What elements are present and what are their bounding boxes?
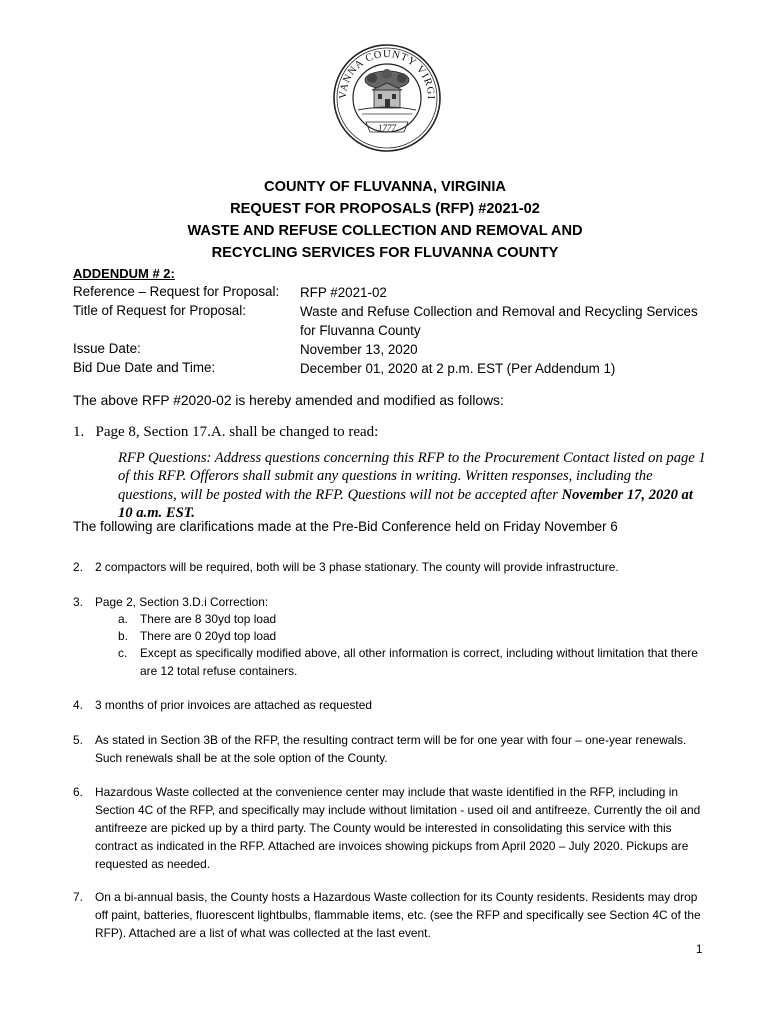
- county-seal: [332, 38, 442, 156]
- rfp-title-value: Waste and Refuse Collection and Removal and Recycling Services for Fluvanna County: [300, 304, 698, 338]
- rfp-questions-quote: [118, 449, 708, 522]
- sub-c-letter: c.: [118, 646, 128, 660]
- quote-deadline: November 17, 2020 at 10 a.m. EST.: [118, 486, 693, 521]
- item-7-number: 7.: [73, 890, 83, 904]
- item-6-number: 6.: [73, 785, 83, 799]
- reference-value: RFP #2021-02: [300, 285, 387, 300]
- quote-text: RFP Questions: Address questions concerning this RFP to the Procurement Contact listed on page 1 of this RFP. Offerors shall submit any questions in writing. Written responses, including the questions, will be posted with the RFP. Questions will not be accepted after: [118, 450, 706, 503]
- item-4-text: 3 months of prior invoices are attached as requested: [95, 698, 372, 712]
- sub-c-text: Except as specifically modified above, all other information is correct, including without limitation that there are 12 total refuse containers.: [140, 646, 698, 678]
- seal-year: 1777: [378, 123, 396, 133]
- sub-a-letter: a.: [118, 612, 128, 626]
- title-line-1: COUNTY OF FLUVANNA, VIRGINIA: [264, 179, 506, 195]
- item-1-number: 1.: [73, 424, 85, 440]
- page-number: 1: [696, 944, 703, 956]
- seal-text: VANNA COUNTY VIRGI: [337, 48, 437, 101]
- title-line-3: WASTE AND REFUSE COLLECTION AND REMOVAL AND: [187, 223, 583, 239]
- title-line-2: REQUEST FOR PROPOSALS (RFP) #2021-02: [230, 201, 540, 217]
- clarifications-intro: The following are clarifications made at the Pre-Bid Conference held on Friday November 6: [73, 519, 618, 534]
- due-date-label: Bid Due Date and Time:: [73, 360, 216, 375]
- item-2-number: 2.: [73, 560, 83, 574]
- issue-date-label: Issue Date:: [73, 341, 141, 356]
- reference-label: Reference – Request for Proposal:: [73, 284, 280, 299]
- item-5-text: As stated in Section 3B of the RFP, the resulting contract term will be for one year with four – one-year renewals. Such renewals shall be at the sole option of the County.: [95, 733, 687, 765]
- issue-date-value: November 13, 2020: [300, 342, 418, 357]
- item-1-text: Page 8, Section 17.A. shall be changed to read:: [95, 424, 379, 440]
- item-6-text: Hazardous Waste collected at the convenience center may include that waste identified in the RFP, including in Section 4C of the RFP, and specifically may include without limitation - used oil and antifreeze. Currently the oil and antifreeze are picked up by a third party. The County would be interested in consolidating this service with this contract as indicated in the RFP. Attached are invoices showing pickups from April 2020 – July 2020. Pickups are requested as needed.: [95, 785, 701, 871]
- item-5-number: 5.: [73, 733, 83, 747]
- item-3-text: Page 2, Section 3.D.i Correction:: [95, 595, 269, 609]
- item-3-number: 3.: [73, 595, 83, 609]
- title-line-4: RECYCLING SERVICES FOR FLUVANNA COUNTY: [211, 245, 559, 261]
- addendum-heading: ADDENDUM # 2:: [73, 266, 175, 281]
- item-7-text: On a bi-annual basis, the County hosts a Hazardous Waste collection for its County residents. Residents may drop off paint, batteries, fluorescent lightbulbs, flammable items, etc. (see the RFP and specifically see Section 4C of the RFP). Attached are a list of what was collected at the last event.: [95, 890, 701, 940]
- sub-b-text: There are 0 20yd top load: [140, 629, 277, 643]
- due-date-value: December 01, 2020 at 2 p.m. EST (Per Addendum 1): [300, 361, 616, 376]
- sub-b-letter: b.: [118, 629, 128, 643]
- item-1: [73, 424, 378, 441]
- item-4-number: 4.: [73, 698, 83, 712]
- amendment-intro: The above RFP #2020-02 is hereby amended and modified as follows:: [73, 393, 504, 408]
- sub-a-text: There are 8 30yd top load: [140, 612, 277, 626]
- item-2-text: 2 compactors will be required, both will be 3 phase stationary. The county will provide infrastructure.: [95, 560, 619, 574]
- rfp-title-label: Title of Request for Proposal:: [73, 303, 246, 318]
